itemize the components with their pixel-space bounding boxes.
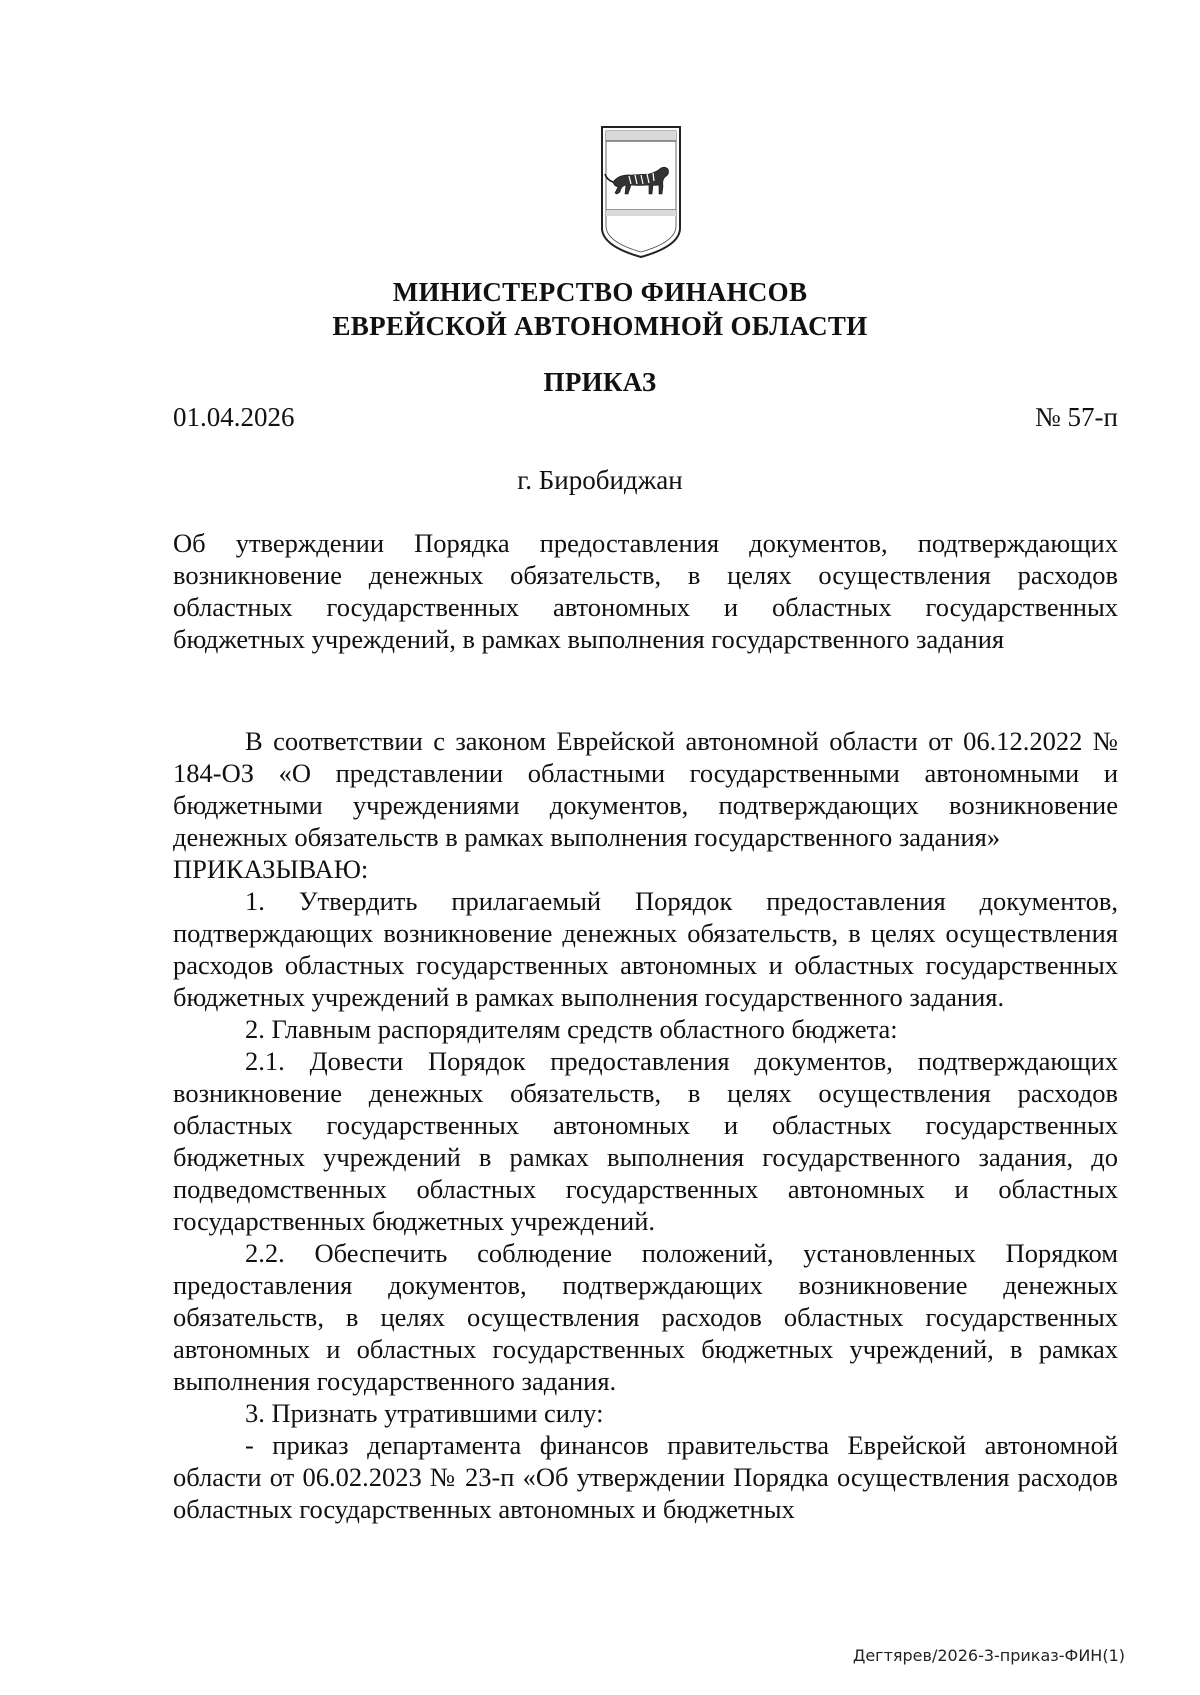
document-number: № 57-п [1035,402,1118,432]
footer-document-tag: Дегтярев/2026-3-приказ-ФИН(1) [852,1646,1125,1665]
document-subject: Об утверждении Порядка предоставления документов, подтверждающих возникновение денежных обязательств, в целях осуществления расходов областных государственных автономных и областных государственных бюджетных учреждений, в рамках выполнения государственного задания [173,528,1118,654]
ministry-name-line-1: МИНИСТЕРСТВО ФИНАНСОВ [392,277,808,307]
body-item-2: 2. Главным распорядителям средств областного бюджета: [245,1014,898,1044]
document-date: 01.04.2026 [173,402,295,432]
tiger-coat-of-arms-icon [599,124,683,260]
coat-of-arms [599,124,683,260]
body-item-3-dash: - приказ департамента финансов правительства Еврейской автономной области от 06.02.2023 № 23-п «Об утверждении Порядка осуществления расходов областных государственных автономных и бюджетных [173,1430,1118,1524]
body-item-1: 1. Утвердить прилагаемый Порядок предоставления документов, подтверждающих возникновение денежных обязательств, в целях осуществления расходов областных государственных автономных и областных государственных бюджетных учреждений в рамках выполнения государственного задания. [173,886,1118,1012]
document-city: г. Биробиджан [517,465,683,495]
preamble-paragraph: В соответствии с законом Еврейской автономной области от 06.12.2022 № 184-ОЗ «О представлении областными государственными автономными и бюджетными учреждениями документов, подтверждающих возникновение денежных обязательств в рамках выполнения государственного задания» [173,726,1118,852]
body-item-2-1: 2.1. Довести Порядок предоставления документов, подтверждающих возникновение денежных обязательств, в целях осуществления расходов областных государственных автономных и областных государственных бюджетных учреждений в рамках выполнения государственного задания, до подведомственных областных государственных автономных и областных государственных бюджетных учреждений. [173,1046,1118,1236]
document-type: ПРИКАЗ [543,367,657,397]
body-item-3: 3. Признать утратившими силу: [245,1398,604,1428]
decree-word: ПРИКАЗЫВАЮ: [173,854,369,884]
document-body [173,725,1118,1525]
ministry-name [0,275,1200,343]
body-item-2-2: 2.2. Обеспечить соблюдение положений, установленных Порядком предоставления документов, подтверждающих возникновение денежных обязательств, в целях осуществления расходов областных государственных автономных и областных государственных бюджетных учреждений, в рамках выполнения государственного задания. [173,1238,1118,1396]
ministry-name-line-2: ЕВРЕЙСКОЙ АВТОНОМНОЙ ОБЛАСТИ [332,311,868,341]
